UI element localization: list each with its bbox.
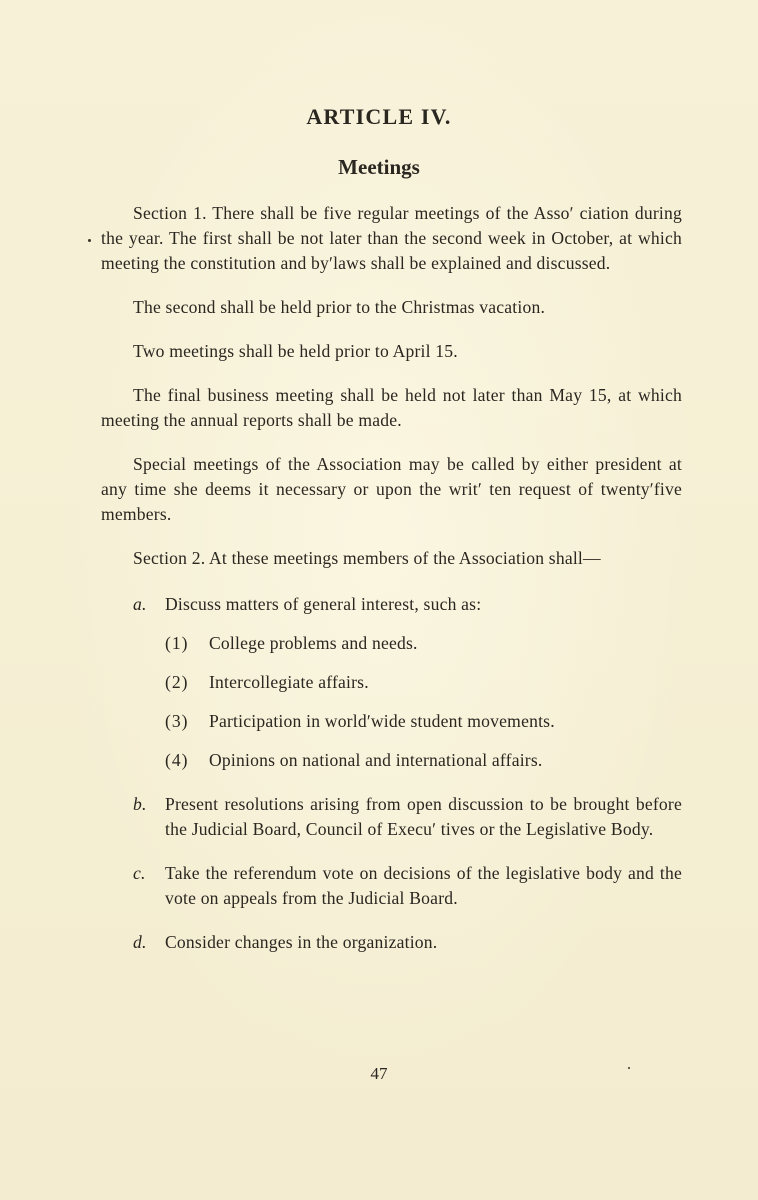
list-item [101, 592, 682, 617]
list-item [101, 792, 682, 842]
sub-list-marker: (1) [165, 633, 189, 653]
list-item [101, 930, 682, 955]
list-marker: c. [133, 863, 146, 883]
paragraph-second-meeting: The second shall be held prior to the Christmas vacation. [133, 297, 546, 317]
list-marker: b. [133, 794, 147, 814]
sub-list-item-text: Intercollegiate affairs. [209, 672, 369, 692]
sub-list-item [101, 670, 682, 695]
list-marker: a. [133, 594, 147, 614]
list-item-text: Take the referendum vote on decisions of the legislative body and the vote on appeals from the Judicial Board. [165, 863, 682, 908]
section-heading: Meetings [338, 155, 420, 179]
list-item-text: Present resolutions arising from open discussion to be brought before the Judicial Board, Council of Execuʹ tives or the Legislative Body. [165, 794, 682, 839]
sub-list-marker: (3) [165, 711, 189, 731]
sub-list-item [101, 748, 682, 773]
duties-list [101, 592, 682, 955]
list-item-text: Consider changes in the organization. [165, 932, 438, 952]
paragraph-section-2: Section 2. At these meetings members of the Association shall— [133, 548, 601, 568]
page-number: 47 [370, 1064, 388, 1083]
sub-list-item-text: College problems and needs. [209, 633, 418, 653]
sub-list-marker: (2) [165, 672, 189, 692]
sub-list-item-text: Participation in worldʹwide student movements. [209, 711, 555, 731]
paper-speck [628, 1067, 630, 1069]
sub-list-item [101, 709, 682, 734]
paragraph-two-meetings: Two meetings shall be held prior to April 15. [133, 341, 458, 361]
sub-list-marker: (4) [165, 750, 189, 770]
article-heading: ARTICLE IV. [306, 104, 452, 129]
list-item [101, 861, 682, 911]
list-item-text: Discuss matters of general interest, such as: [165, 594, 482, 614]
article-body [101, 201, 682, 955]
paragraph-section-1: Section 1. There shall be five regular meetings of the Assoʹ ciation during the year. The first shall be not later than the second week in October, at which meeting the constitution and byʹlaws shall be explained and discussed. [101, 203, 682, 273]
sub-list-item-text: Opinions on national and international affairs. [209, 750, 543, 770]
paragraph-final-meeting: The final business meeting shall be held not later than May 15, at which meeting the annual reports shall be made. [101, 385, 682, 430]
paragraph-special-meetings: Special meetings of the Association may be called by either president at any time she deems it necessary or upon the writʹ ten request of twentyʹfive members. [101, 454, 682, 524]
list-marker: d. [133, 932, 147, 952]
sub-list-item [101, 631, 682, 656]
paper-speck [88, 239, 91, 242]
